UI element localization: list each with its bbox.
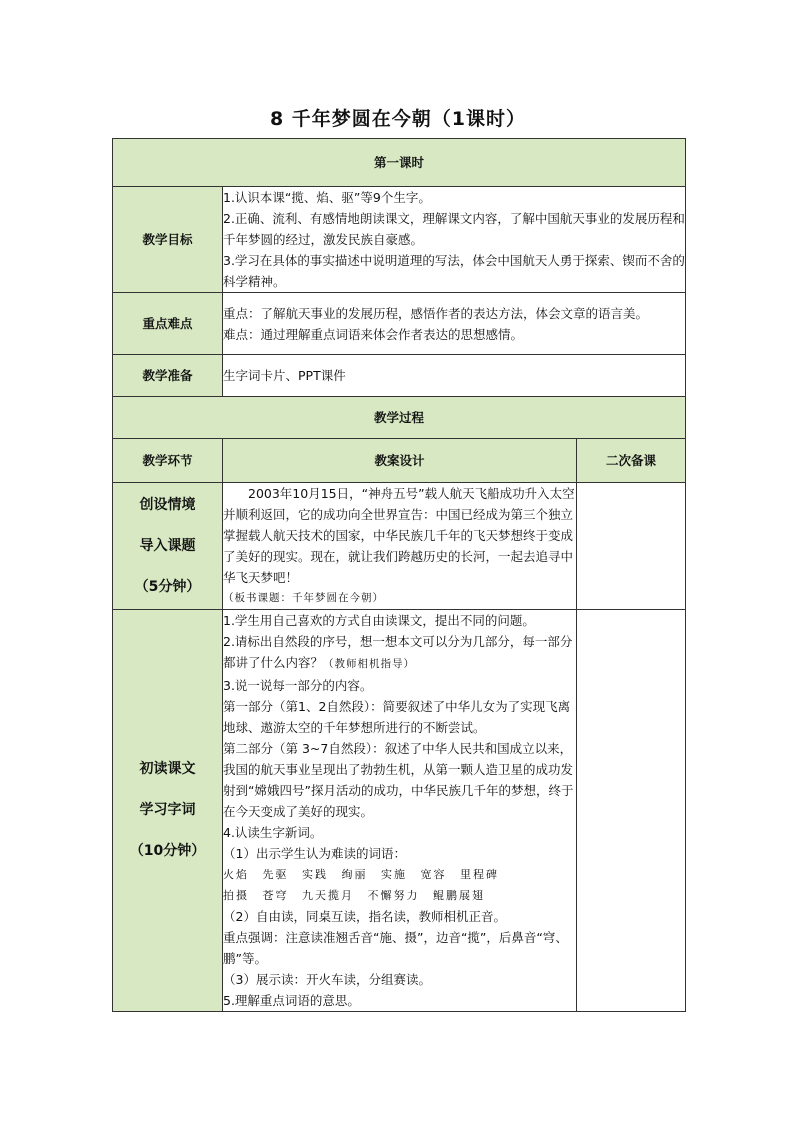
section1-label-line: 创设情境 bbox=[139, 496, 196, 513]
vocab-word: 里程碑 bbox=[460, 868, 499, 881]
goals-row bbox=[113, 187, 686, 293]
section2-label-line: 学习字词 bbox=[139, 802, 196, 818]
vocab-word: 实施 bbox=[381, 868, 407, 881]
section2-line: （1）出示学生认为难读的词语： bbox=[223, 846, 406, 861]
section2-label-line: 初读课文 bbox=[139, 761, 196, 777]
section2-line: 1.学生用自己喜欢的方式自由读课文，提出不同的问题。 bbox=[223, 613, 535, 628]
section1-label bbox=[113, 483, 223, 610]
lesson-header: 第一课时 bbox=[113, 139, 686, 187]
col-stage: 教学环节 bbox=[113, 439, 223, 483]
vocab-word: 先驱 bbox=[262, 868, 289, 881]
col-revision: 二次备课 bbox=[577, 439, 686, 483]
vocab-word: 绚丽 bbox=[341, 868, 368, 881]
board-note: （板书课题：千年梦圆在今朝） bbox=[223, 592, 384, 604]
vocab-word: 九天揽月 bbox=[302, 889, 354, 902]
section2-line: 4.认读生字新词。 bbox=[223, 825, 323, 840]
words-row-2 bbox=[223, 885, 576, 906]
vocab-word: 鲲鹏展翅 bbox=[433, 889, 485, 902]
prep-label: 教学准备 bbox=[113, 355, 223, 397]
section2-line: 5.理解重点词语的意思。 bbox=[223, 993, 360, 1008]
goals-label: 教学目标 bbox=[113, 187, 223, 293]
section2-line: （2）自由读，同桌互读，指名读，教师相机正音。 bbox=[223, 909, 506, 924]
section1-label-line: 导入课题 bbox=[139, 537, 196, 554]
vocab-word: 实践 bbox=[302, 868, 328, 881]
section2-content bbox=[223, 610, 577, 1012]
key-points-row bbox=[113, 293, 686, 355]
section1-label-line: （5分钟） bbox=[134, 578, 201, 595]
goal-item: 3.学习在具体的事实描述中说明道理的写法，体会中国航天人勇于探索、锲而不舍的科学精神。 bbox=[223, 253, 685, 289]
section1-revision bbox=[577, 483, 686, 610]
key-points-content bbox=[223, 293, 686, 355]
section2-revision bbox=[577, 610, 686, 1012]
process-header: 教学过程 bbox=[113, 397, 686, 439]
section2-line: （3）展示读：开火车读，分组赛读。 bbox=[223, 972, 431, 987]
vocab-word: 宽容 bbox=[420, 868, 447, 881]
vocab-word: 不懈努力 bbox=[367, 889, 420, 902]
section2-line: 第二部分（第 3~7自然段）：叙述了中华人民共和国成立以来，我国的航天事业呈现出了勃勃生机，从第一颗人造卫星的成功发射到“嫦娥四号”探月活动的成功，中华民族几千年的梦想，终于在今天变成了美好的现实。 bbox=[223, 741, 574, 819]
section1-text: 2003年10月15日，“神舟五号”载人航天飞船成功升入太空并顺利返回，它的成功向全世界宣告：中国已经成为第三个独立掌握载人航天技术的国家，中华民族几千年的飞天梦想终于变成了美好的现实。现在，就让我们跨越历史的长河，一起去追寻中华飞天梦吧！ bbox=[223, 486, 575, 585]
page-title: 8 千年梦圆在今朝（1课时） bbox=[269, 108, 527, 130]
section2-line: 3.说一说每一部分的内容。 bbox=[223, 678, 373, 693]
goal-item: 1.认识本课“揽、焰、驱”等9个生字。 bbox=[223, 190, 431, 205]
prep-row bbox=[113, 355, 686, 397]
key-points-label: 重点难点 bbox=[113, 293, 223, 355]
col-design: 教案设计 bbox=[223, 439, 577, 483]
key-point-item: 重点：了解航天事业的发展历程，感悟作者的表达方法，体会文章的语言美。 bbox=[223, 305, 649, 321]
section2-row bbox=[113, 610, 686, 1012]
words-row-1 bbox=[223, 864, 576, 885]
section2-label-line: （10分钟） bbox=[129, 843, 206, 859]
section2-line: 第一部分（第1、2自然段）：简要叙述了中华儿女为了实现飞离地球、遨游太空的千年梦想所进行的不断尝试。 bbox=[223, 699, 571, 735]
vocab-word: 苍穹 bbox=[262, 889, 289, 902]
section2-label bbox=[113, 610, 223, 1012]
vocab-word: 拍摄 bbox=[223, 889, 249, 902]
section2-line-text: 2.请标出自然段的序号，想一想本文可以分为几部分，每一部分都讲了什么内容？ bbox=[223, 634, 573, 670]
goal-item: 2.正确、流利、有感情地朗读课文，理解课文内容，了解中国航天事业的发展历程和千年梦圆的经过，激发民族自豪感。 bbox=[223, 211, 685, 247]
key-point-item: 难点：通过理解重点词语来体会作者表达的思想感情。 bbox=[223, 326, 524, 342]
column-header-row bbox=[113, 439, 686, 483]
process-header-row bbox=[113, 397, 686, 439]
lesson-plan-table bbox=[112, 138, 686, 1012]
teacher-note: （教师相机指导） bbox=[323, 658, 416, 670]
prep-value: 生字词卡片、PPT课件 bbox=[223, 355, 686, 397]
section1-row bbox=[113, 483, 686, 610]
lesson-header-row bbox=[113, 139, 686, 187]
goals-content bbox=[223, 187, 686, 293]
section1-content bbox=[223, 483, 577, 610]
vocab-word: 火焰 bbox=[223, 868, 249, 881]
section2-line: 重点强调：注意读准翘舌音“施、摄”，边音“揽”，后鼻音“穹、鹏”等。 bbox=[223, 930, 568, 966]
section2-line bbox=[223, 631, 576, 675]
